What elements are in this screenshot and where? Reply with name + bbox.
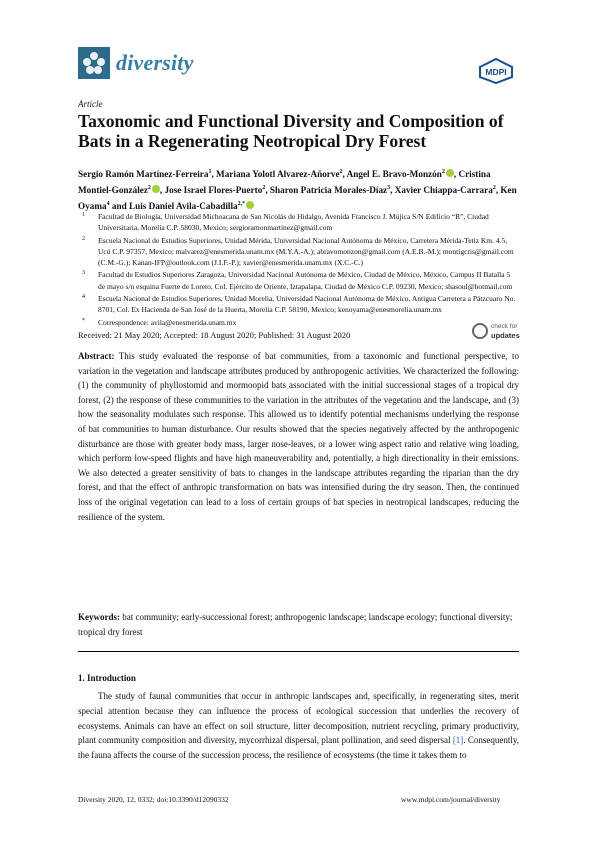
- author-name: Xavier Chiappa-Carrara: [394, 185, 493, 196]
- orcid-icon[interactable]: [246, 201, 254, 209]
- journal-logo-icon: [78, 47, 110, 79]
- author-affiliation-number: 2: [441, 169, 445, 175]
- affiliation-number: 2: [82, 235, 85, 242]
- check-updates-line1: check for: [491, 323, 518, 330]
- affiliation-item: [78, 317, 518, 328]
- author-name: Luis Daniel Avila-Cabadilla: [129, 201, 238, 212]
- author-separator: and: [109, 201, 130, 212]
- footer-url[interactable]: www.mdpi.com/journal/diversity: [401, 795, 501, 804]
- affiliation-item: [78, 235, 518, 269]
- keywords-text: bat community; early-successional forest; anthropogenic landscape; landscape ecology; functional diversity; tropical dry forest: [78, 612, 513, 637]
- affiliation-text: Escuela Nacional de Estudios Superiores, Unidad Mérida, Universidad Nacional Autónoma de México, Carretera Mérida-Tetiz Km. 4.5, Ucú C.P. 97357, Mexico; malvarez@enesmerida.unam.mx (M.Y.A.-A.); abravomonzon@gmail.com (A.E.B.-M.); montigcris@gmail.com (C.M.-G.); Kanan-IFP@outlook.com (J.I.F.-P.); xavier@enesmerida.unam.mx (X.C.-C.): [98, 235, 514, 268]
- author-name: Angel E. Bravo-Monzón: [346, 169, 442, 180]
- section-divider: [78, 651, 519, 652]
- author-affiliation-number: 2,*: [237, 201, 246, 208]
- affiliation-item: [78, 211, 518, 234]
- journal-logo-text: diversity: [116, 50, 194, 75]
- section-heading: 1. Introduction: [78, 673, 136, 683]
- author-affiliation-number: 4: [106, 201, 110, 208]
- author-affiliation-number: 3: [387, 185, 391, 192]
- author-name: Sergio Ramón Martínez-Ferreira: [78, 169, 209, 180]
- affiliation-text: Facultad de Estudios Superiores Zaragoza, Universidad Nacional Autónoma de México, Ciudad de México, México, Campus II Batalla 5 de mayo s/n esquina Fuerte de Loreto, Col. Ejército de Oriente, Iztapalapa, Ciudad de México C.P. 09230, Mexico; shasoul@hotmail.com: [98, 270, 513, 291]
- author-name: Mariana Yolotl Alvarez-Añorve: [216, 169, 340, 180]
- keywords-label: Keywords:: [78, 612, 120, 622]
- author-separator: ,: [453, 169, 459, 180]
- affiliation-item: [78, 269, 518, 292]
- author-separator: ,: [495, 185, 501, 196]
- affiliation-number: 1: [82, 212, 85, 218]
- article-type: Article: [78, 99, 103, 109]
- intro-text-2: . Consequently, the fauna affects the course of the succession process, the resilience of ecosystems (the time it takes them to: [78, 735, 519, 761]
- author-separator: ,: [390, 185, 395, 196]
- article-title: Taxonomic and Functional Diversity and Composition of Bats in a Regenerating Neotropical Dry Forest: [78, 111, 504, 151]
- affiliation-text: Facultad de Biología, Universidad Michoacana de San Nicolás de Hidalgo, Avenida Francisco J. Mújica S/N Edificio “R”, Ciudad Universitaria, Morelia C.P. 58030, Mexico; sergioramonmartinez@gmail.com: [98, 212, 489, 233]
- introduction-paragraph: [78, 689, 519, 763]
- author-affiliation-number: 2: [492, 185, 496, 192]
- affiliation-number: *: [82, 317, 85, 324]
- author-name: Jose Israel Flores-Puerto: [164, 185, 263, 196]
- author-name: Sharon Patricia Morales-Díaz: [269, 185, 388, 196]
- author-separator: ,: [265, 185, 270, 196]
- author-separator: ,: [211, 169, 217, 180]
- author-affiliation-number: 1: [208, 169, 212, 175]
- check-for-updates-button[interactable]: [472, 321, 520, 343]
- citation-link[interactable]: [1]: [452, 735, 464, 746]
- keywords: [78, 610, 519, 639]
- orcid-icon[interactable]: [446, 169, 454, 177]
- abstract-label: Abstract:: [78, 351, 115, 361]
- affiliation-text: Correspondence: avila@enesmerida.unam.mx: [98, 317, 237, 327]
- intro-text-1: The study of faunal communities that occur in anthropic landscapes and, specifically, in regenerating sites, merit special attention because they can influence the process of ecological succession that underlies the recovery of ecosystems. Animals can have an effect on soil structure, litter decomposition, nutrient recycling, primary productivity, plant community composition and diversity, mycorrhizal dispersal, plant pollination, and seed dispersal: [78, 691, 519, 746]
- svg-text:MDPI: MDPI: [485, 67, 507, 77]
- affiliation-number: 3: [82, 270, 85, 277]
- abstract: [78, 349, 519, 524]
- author-list: [78, 165, 518, 213]
- author-name: Cristina Montiel-González: [78, 169, 491, 196]
- mdpi-logo-icon: [478, 58, 514, 84]
- affiliation-list: [78, 211, 518, 329]
- author-affiliation-number: 2: [339, 169, 343, 175]
- affiliation-item: [78, 293, 518, 316]
- footer-citation: Diversity 2020, 12, 0332; doi:10.3390/d12090332: [78, 795, 229, 804]
- author-affiliation-number: 2: [262, 185, 266, 192]
- affiliation-text: Escuela Nacional de Estudios Superiores, Unidad Morelia, Universidad Nacional Autónoma de México, Antigua Carretera a Pátzcuaro No. 8701, Col. Ex Hacienda de San José de la Huerta, Morelia C.P. 58190, Mexico; kenoyama@enesmorelia.unam.mx: [98, 294, 516, 315]
- publication-dates: Received: 21 May 2020; Accepted: 18 August 2020; Published: 31 August 2020: [78, 330, 351, 340]
- author-affiliation-number: 2: [147, 185, 151, 192]
- author-separator: ,: [159, 185, 165, 196]
- check-updates-line2: updates: [491, 331, 520, 340]
- orcid-icon[interactable]: [152, 185, 160, 193]
- abstract-text: This study evaluated the response of bat communities, from a taxonomic and functional perspective, to variation in the vegetation and landscape attributes produced by anthropogenic activities. We characterized the following: (1) the community of phyllostomid and mormoopid bats associated with the initial successional stages of a tropical dry forest, (2) the response of these communities to the variation in the attributes of the vegetation and the landscape, and (3) how the seasonality modulates such response. This allowed us to identify potential mechanisms underlying the response of bat communities to human disturbance. Our results showed that the species negatively affected by the anthropogenic disturbance are those with greater body mass, larger nose-leaves, or a lower wing aspect ratio and relative wing loading, which perform low-speed flights and have high maneuverability and, potentially, a high directionality in their emissions. We also detected a greater sensitivity of bats to changes in the landscape attributes regarding the riparian than the dry forest, and that the effect of anthropic transformation on bats was intensified during the dry season. Then, the continued loss of the original vegetation can lead to a loss of certain groups of bat species in neotropical landscapes, reducing the resilience of the system.: [78, 351, 519, 522]
- author-name: Ken Oyama: [78, 185, 517, 212]
- check-updates-icon: [472, 323, 488, 339]
- author-separator: ,: [342, 169, 347, 180]
- affiliation-number: 4: [82, 294, 85, 301]
